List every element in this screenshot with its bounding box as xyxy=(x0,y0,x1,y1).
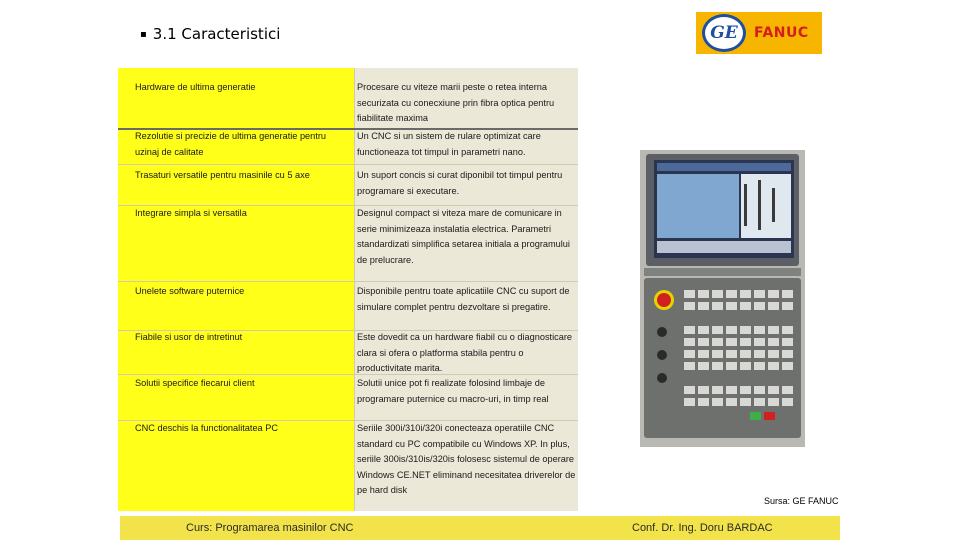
feature-label: Unelete software puternice xyxy=(135,286,245,296)
course-name: Curs: Programarea masinilor CNC xyxy=(186,522,354,534)
page-title xyxy=(140,25,280,43)
cnc-control-panel-image xyxy=(640,150,805,447)
title-bullet: ▪ xyxy=(140,29,147,40)
cnc-panel-illustration xyxy=(640,150,805,447)
feature-description: Un CNC si un sistem de rulare optimizat care functioneaza tot timpul in parametri nano. xyxy=(357,131,541,157)
feature-label: Integrare simpla si versatila xyxy=(135,208,247,218)
feature-description: Solutii unice pot fi realizate folosind limbaje de programare puternice cu macro-uri, in timp real xyxy=(357,378,549,404)
feature-description: Este dovedit ca un hardware fiabil cu o diagnosticare clara si ofera o platforma stabila pentru o productivitate marita. xyxy=(357,332,573,373)
feature-description: Designul compact si viteza mare de comunicare in serie minimizeaza instalatia electrica. Parametri standardizati simplifica setarea initiala a programului de prelucrare. xyxy=(357,208,570,265)
ge-fanuc-logo xyxy=(696,12,822,54)
feature-description: Seriile 300i/310i/320i conecteaza operatiile CNC standard cu PC compatibile cu Windows XP. In plus, seriile 300is/310is/320is folosesc sistemul de operare Windows CE.NET eliminand necesitatea driverelor de pe hard disk xyxy=(357,423,576,495)
author-name: Conf. Dr. Ing. Doru BARDAC xyxy=(632,522,773,534)
feature-description: Un suport concis si curat diponibil tot timpul pentru programare si executare. xyxy=(357,170,563,196)
feature-label: Fiabile si usor de intretinut xyxy=(135,332,243,342)
features-table xyxy=(118,68,578,511)
feature-description: Disponibile pentru toate aplicatiile CNC cu suport de simulare complet pentru dezvoltare si pregatire. xyxy=(357,286,570,312)
feature-label: Rezolutie si precizie de ultima generatie pentru uzinaj de calitate xyxy=(135,131,326,157)
column-divider xyxy=(354,68,355,511)
fanuc-logo-text: FANUC xyxy=(754,25,809,41)
source-credit: Sursa: GE FANUC xyxy=(764,496,839,506)
row-divider xyxy=(118,164,578,165)
feature-label: Hardware de ultima generatie xyxy=(135,82,256,92)
feature-label: Trasaturi versatile pentru masinile cu 5 axe xyxy=(135,170,310,180)
feature-description: Procesare cu viteze marii peste o retea interna securizata cu conecxiune prin fibra optica pentru fiabilitate maxima xyxy=(357,82,555,123)
feature-label: Solutii specifice fiecarui client xyxy=(135,378,255,388)
feature-label: CNC deschis la functionalitatea PC xyxy=(135,423,278,433)
ge-logo-icon: GE xyxy=(702,14,746,52)
page-title-text: 3.1 Caracteristici xyxy=(152,25,281,43)
row-divider xyxy=(118,281,578,282)
footer-bar xyxy=(120,516,840,540)
